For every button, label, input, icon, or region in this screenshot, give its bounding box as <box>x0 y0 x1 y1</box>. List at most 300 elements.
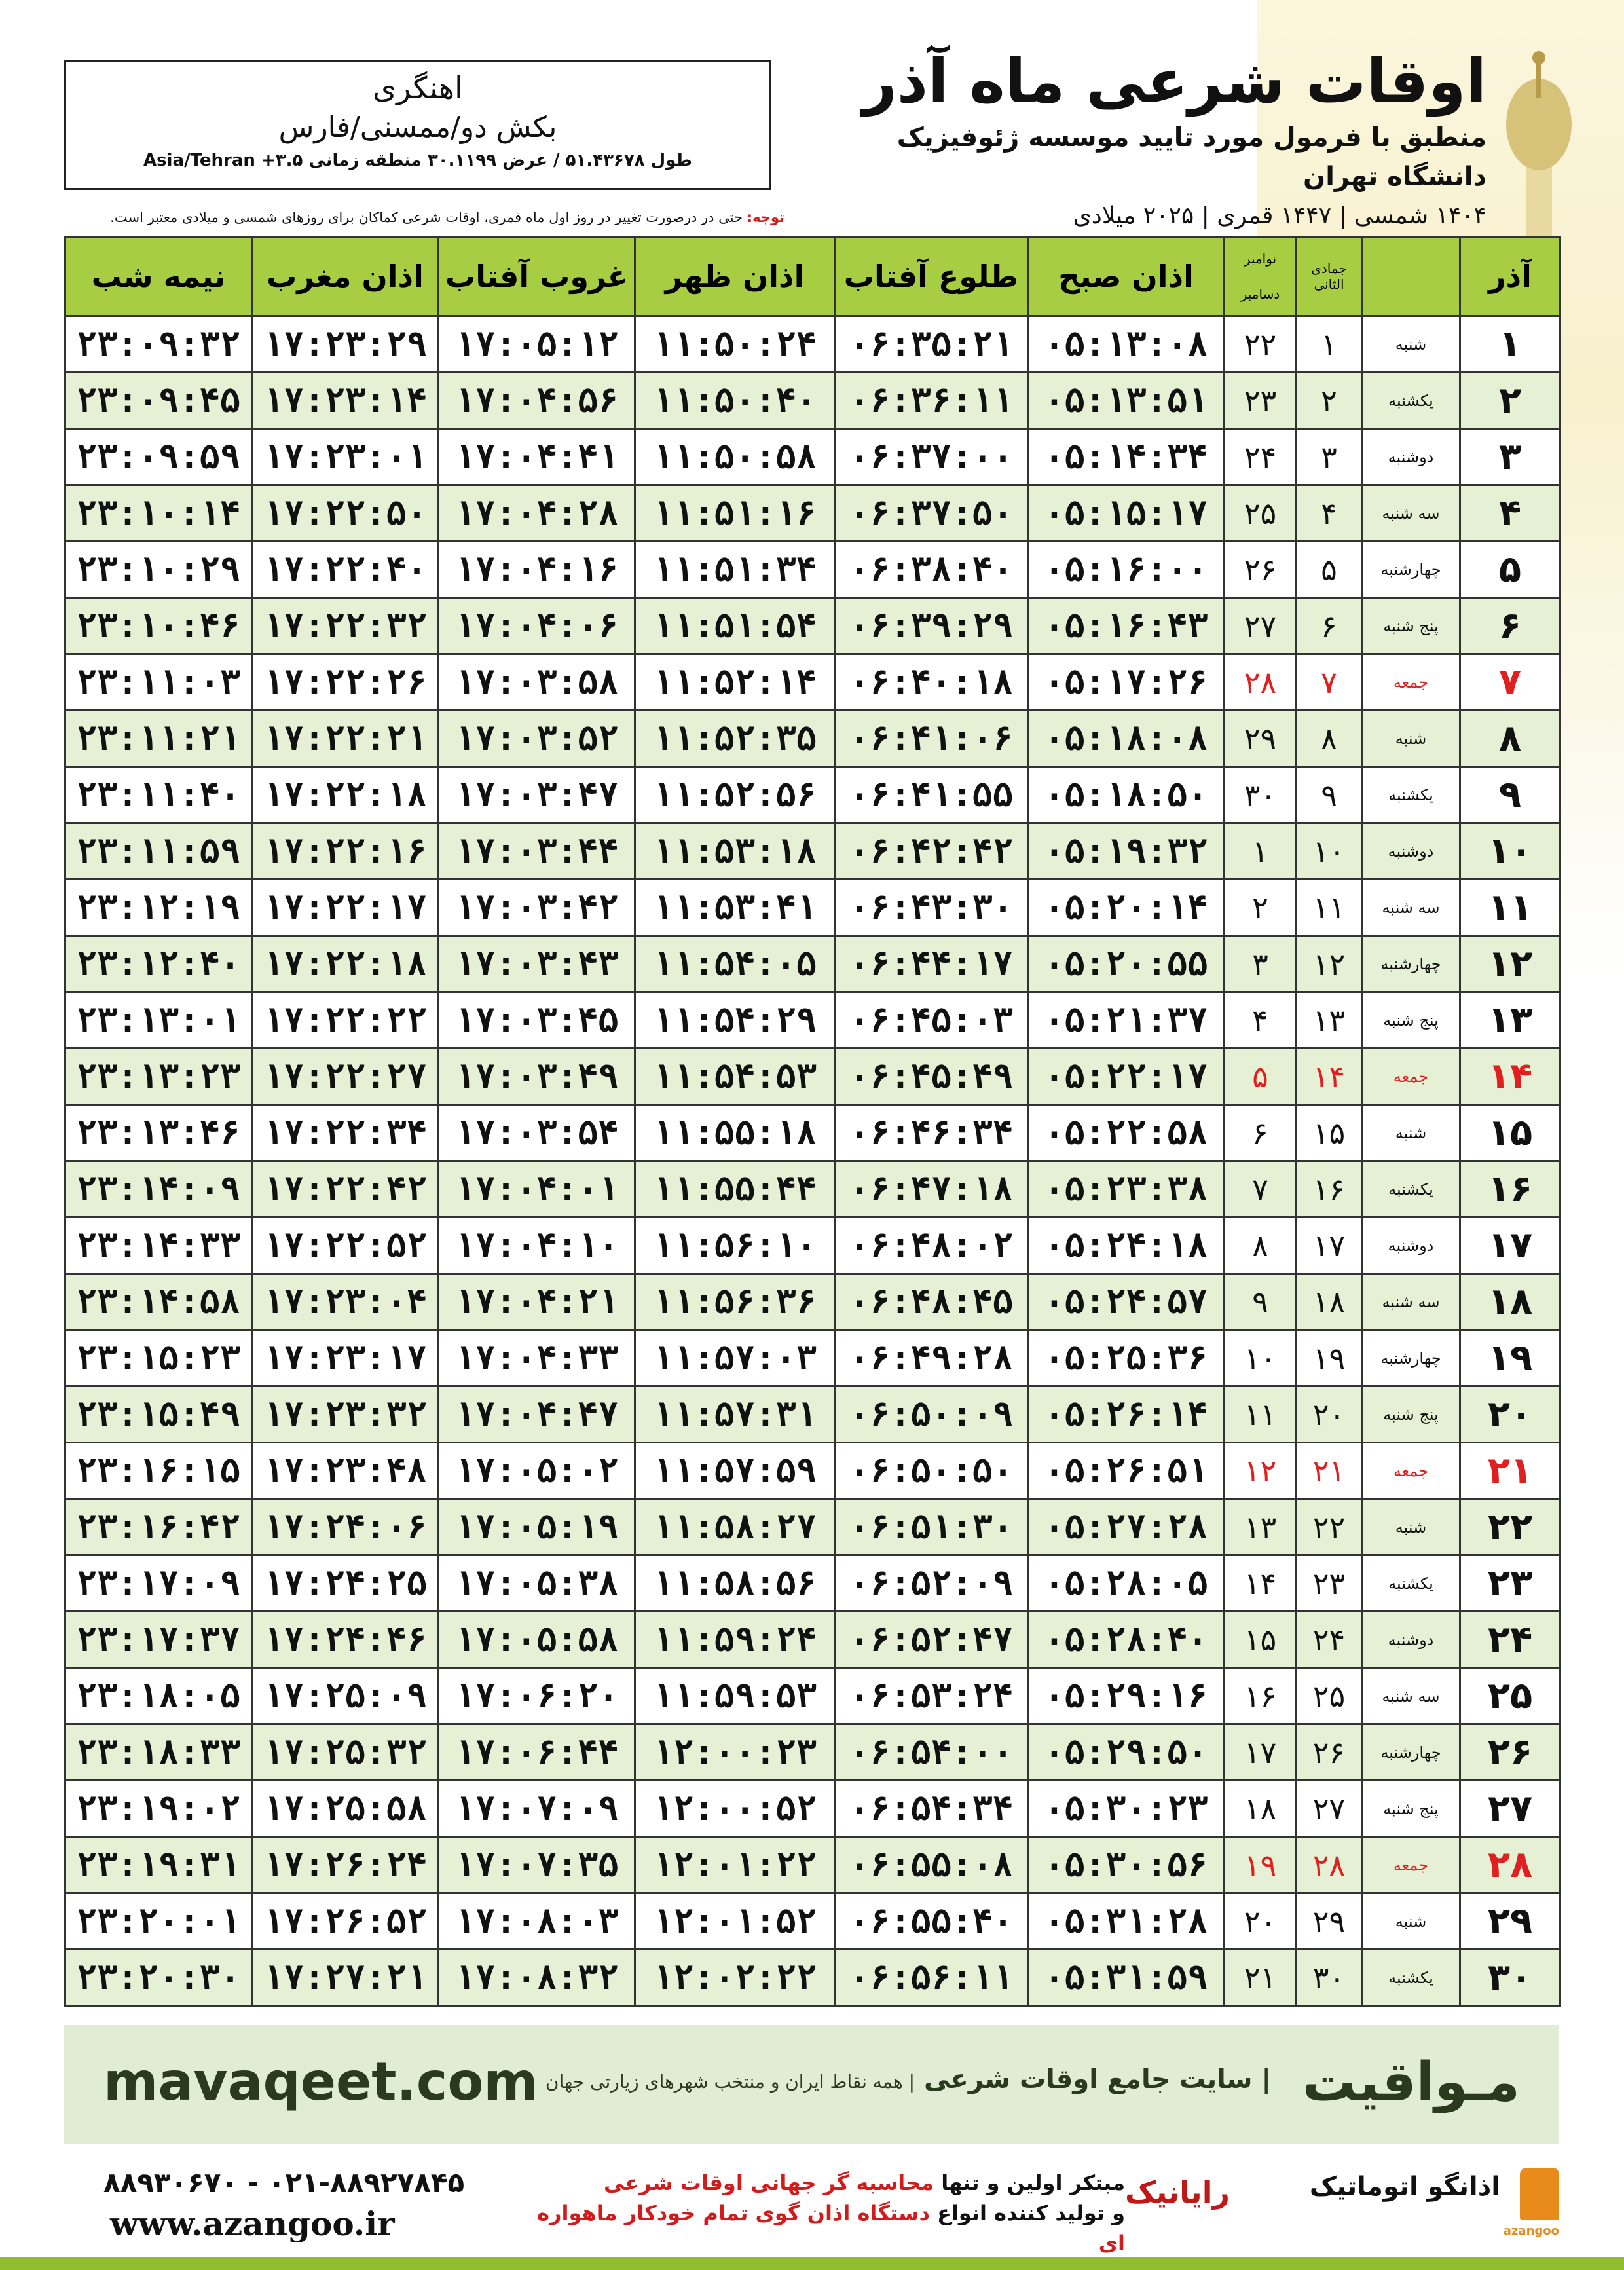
maghrib-cell: ۱۷:۲۲:۱۸ <box>252 767 439 823</box>
azar-day-cell: ۲۹ <box>1460 1893 1560 1950</box>
gregorian-day-cell: ۲۶ <box>1225 542 1297 598</box>
azar-day-cell: ۱۹ <box>1460 1330 1560 1386</box>
fajr-cell: ۰۵:۱۶:۴۳ <box>1028 598 1225 654</box>
table-row <box>65 1555 1560 1612</box>
hijri-day-cell: ۲ <box>1297 373 1362 429</box>
sunrise-cell: ۰۶:۳۷:۰۰ <box>835 429 1028 485</box>
hijri-day-cell: ۱ <box>1297 316 1362 373</box>
fajr-cell: ۰۵:۱۹:۳۲ <box>1028 823 1225 880</box>
dhuhr-cell: ۱۱:۵۲:۵۶ <box>635 767 835 823</box>
dhuhr-cell: ۱۱:۵۴:۵۳ <box>635 1049 835 1105</box>
weekday-cell: جمعه <box>1362 1443 1460 1499</box>
note-text: حتی در درصورت تغییر در روز اول ماه قمری، اوقات شرعی کماکان برای روزهای شمسی و میلادی معتبر است. <box>110 210 743 225</box>
sunset-cell: ۱۷:۰۵:۳۸ <box>439 1555 635 1612</box>
dhuhr-cell: ۱۱:۵۹:۲۴ <box>635 1612 835 1668</box>
table-row <box>65 654 1560 711</box>
header-december: دسامبر <box>1240 286 1280 302</box>
weekday-cell: دوشنبه <box>1362 1612 1460 1668</box>
table-header-row <box>65 237 1560 316</box>
midnight-cell: ۲۳:۱۵:۴۹ <box>65 1386 252 1443</box>
hijri-day-cell: ۳۰ <box>1297 1950 1362 2006</box>
fajr-cell: ۰۵:۱۸:۵۰ <box>1028 767 1225 823</box>
table-row <box>65 485 1560 542</box>
fajr-cell: ۰۵:۲۲:۵۸ <box>1028 1105 1225 1161</box>
midnight-cell: ۲۳:۲۰:۰۱ <box>65 1893 252 1950</box>
dhuhr-cell: ۱۱:۵۴:۲۹ <box>635 992 835 1049</box>
sunset-cell: ۱۷:۰۴:۴۷ <box>439 1386 635 1443</box>
sunrise-cell: ۰۶:۴۵:۴۹ <box>835 1049 1028 1105</box>
sunrise-cell: ۰۶:۵۰:۵۰ <box>835 1443 1028 1499</box>
hijri-day-cell: ۲۰ <box>1297 1386 1362 1443</box>
gregorian-day-cell: ۲۴ <box>1225 429 1297 485</box>
fajr-cell: ۰۵:۲۹:۵۰ <box>1028 1724 1225 1781</box>
dhuhr-cell: ۱۱:۵۷:۳۱ <box>635 1386 835 1443</box>
sunset-cell: ۱۷:۰۵:۱۲ <box>439 316 635 373</box>
note <box>64 210 784 225</box>
sunset-cell: ۱۷:۰۳:۵۸ <box>439 654 635 711</box>
sunset-cell: ۱۷:۰۶:۴۴ <box>439 1724 635 1781</box>
footer-text <box>536 2168 1125 2258</box>
azar-day-cell: ۲۸ <box>1460 1837 1560 1893</box>
slogan-sub: | همه نقاط ایران و منتخب شهرهای زیارتی جهان <box>545 2071 915 2093</box>
weekday-cell: سه شنبه <box>1362 1668 1460 1724</box>
sunrise-cell: ۰۶:۵۵:۴۰ <box>835 1893 1028 1950</box>
header-november: نوامبر <box>1244 251 1277 267</box>
hijri-day-cell: ۲۱ <box>1297 1443 1362 1499</box>
weekday-cell: پنج شنبه <box>1362 1386 1460 1443</box>
dhuhr-cell: ۱۱:۵۳:۱۸ <box>635 823 835 880</box>
location-box <box>64 60 771 190</box>
weekday-cell: شنبه <box>1362 1105 1460 1161</box>
header-sunrise: طلوع آفتاب <box>835 237 1028 316</box>
gregorian-day-cell: ۱ <box>1225 823 1297 880</box>
gregorian-day-cell: ۱۳ <box>1225 1499 1297 1555</box>
footer-line1b: محاسبه گر جهانی اوقات شرعی <box>604 2170 934 2195</box>
gregorian-day-cell: ۲۷ <box>1225 598 1297 654</box>
table-row <box>65 1612 1560 1668</box>
sunset-cell: ۱۷:۰۶:۲۰ <box>439 1668 635 1724</box>
weekday-cell: شنبه <box>1362 1499 1460 1555</box>
fajr-cell: ۰۵:۱۸:۰۸ <box>1028 711 1225 767</box>
gregorian-day-cell: ۳ <box>1225 936 1297 992</box>
azar-day-cell: ۲۳ <box>1460 1555 1560 1612</box>
slogan-main: | سایت جامع اوقات شرعی <box>924 2064 1271 2094</box>
maghrib-cell: ۱۷:۲۴:۰۶ <box>252 1499 439 1555</box>
hijri-day-cell: ۱۶ <box>1297 1161 1362 1218</box>
hijri-day-cell: ۲۶ <box>1297 1724 1362 1781</box>
midnight-cell: ۲۳:۱۱:۰۳ <box>65 654 252 711</box>
header-dhuhr: اذان ظهر <box>635 237 835 316</box>
gregorian-day-cell: ۲ <box>1225 880 1297 936</box>
weekday-cell: پنج شنبه <box>1362 1781 1460 1837</box>
sunrise-cell: ۰۶:۴۲:۴۲ <box>835 823 1028 880</box>
azangoo-logo-icon <box>1520 2168 1559 2220</box>
years-line: ۱۴۰۴ شمسی | ۱۴۴۷ قمری | ۲۰۲۵ میلادی <box>1073 202 1486 229</box>
maghrib-cell: ۱۷:۲۳:۴۸ <box>252 1443 439 1499</box>
midnight-cell: ۲۳:۱۰:۱۴ <box>65 485 252 542</box>
header-azar: آذر <box>1460 237 1560 316</box>
city-name: اهنگری <box>373 70 463 105</box>
sunset-cell: ۱۷:۰۴:۰۱ <box>439 1161 635 1218</box>
hijri-day-cell: ۱۸ <box>1297 1274 1362 1330</box>
gregorian-day-cell: ۱۰ <box>1225 1330 1297 1386</box>
table-row <box>65 1218 1560 1274</box>
sunset-cell: ۱۷:۰۳:۴۴ <box>439 823 635 880</box>
midnight-cell: ۲۳:۱۶:۴۲ <box>65 1499 252 1555</box>
sunset-cell: ۱۷:۰۸:۰۳ <box>439 1893 635 1950</box>
sunrise-cell: ۰۶:۴۸:۰۲ <box>835 1218 1028 1274</box>
table-row <box>65 1893 1560 1950</box>
sunrise-cell: ۰۶:۳۶:۱۱ <box>835 373 1028 429</box>
sunrise-cell: ۰۶:۴۳:۳۰ <box>835 880 1028 936</box>
maghrib-cell: ۱۷:۲۲:۵۰ <box>252 485 439 542</box>
table-row <box>65 767 1560 823</box>
hijri-day-cell: ۲۹ <box>1297 1893 1362 1950</box>
sunrise-cell: ۰۶:۵۵:۰۸ <box>835 1837 1028 1893</box>
azar-day-cell: ۱۳ <box>1460 992 1560 1049</box>
fajr-cell: ۰۵:۲۵:۳۶ <box>1028 1330 1225 1386</box>
weekday-cell: جمعه <box>1362 654 1460 711</box>
gregorian-day-cell: ۱۵ <box>1225 1612 1297 1668</box>
maghrib-cell: ۱۷:۲۲:۳۲ <box>252 598 439 654</box>
hijri-day-cell: ۳ <box>1297 429 1362 485</box>
sunrise-cell: ۰۶:۴۵:۰۳ <box>835 992 1028 1049</box>
sunrise-cell: ۰۶:۳۷:۵۰ <box>835 485 1028 542</box>
azangoo-logo: اذانگو اتوماتیک <box>1309 2172 1500 2202</box>
maghrib-cell: ۱۷:۲۲:۵۲ <box>252 1218 439 1274</box>
table-row <box>65 1443 1560 1499</box>
dhuhr-cell: ۱۱:۵۲:۳۵ <box>635 711 835 767</box>
dhuhr-cell: ۱۱:۵۸:۲۷ <box>635 1499 835 1555</box>
header-maghrib: اذان مغرب <box>252 237 439 316</box>
gregorian-day-cell: ۱۴ <box>1225 1555 1297 1612</box>
fajr-cell: ۰۵:۲۳:۳۸ <box>1028 1161 1225 1218</box>
header-gregorian <box>1225 237 1297 316</box>
header-fajr: اذان صبح <box>1028 237 1225 316</box>
gregorian-day-cell: ۱۲ <box>1225 1443 1297 1499</box>
azar-day-cell: ۲۱ <box>1460 1443 1560 1499</box>
azar-day-cell: ۳ <box>1460 429 1560 485</box>
sunrise-cell: ۰۶:۳۹:۲۹ <box>835 598 1028 654</box>
table-row <box>65 1668 1560 1724</box>
maghrib-cell: ۱۷:۲۳:۰۴ <box>252 1274 439 1330</box>
sunrise-cell: ۰۶:۴۱:۰۶ <box>835 711 1028 767</box>
rayanik-logo: رایانیک <box>1125 2174 1230 2210</box>
gregorian-day-cell: ۲۲ <box>1225 316 1297 373</box>
fajr-cell: ۰۵:۱۴:۳۴ <box>1028 429 1225 485</box>
weekday-cell: دوشنبه <box>1362 823 1460 880</box>
maghrib-cell: ۱۷:۲۲:۱۷ <box>252 880 439 936</box>
fajr-cell: ۰۵:۳۰:۵۶ <box>1028 1837 1225 1893</box>
fajr-cell: ۰۵:۲۹:۱۶ <box>1028 1668 1225 1724</box>
sunrise-cell: ۰۶:۴۷:۱۸ <box>835 1161 1028 1218</box>
table-row <box>65 1330 1560 1386</box>
maghrib-cell: ۱۷:۲۲:۲۲ <box>252 992 439 1049</box>
dhuhr-cell: ۱۲:۰۱:۲۲ <box>635 1837 835 1893</box>
dhuhr-cell: ۱۱:۵۷:۵۹ <box>635 1443 835 1499</box>
gregorian-day-cell: ۵ <box>1225 1049 1297 1105</box>
dhuhr-cell: ۱۱:۵۳:۴۱ <box>635 880 835 936</box>
dhuhr-cell: ۱۱:۵۶:۱۰ <box>635 1218 835 1274</box>
sunrise-cell: ۰۶:۵۴:۳۴ <box>835 1781 1028 1837</box>
dhuhr-cell: ۱۱:۵۱:۵۴ <box>635 598 835 654</box>
hijri-day-cell: ۹ <box>1297 767 1362 823</box>
fajr-cell: ۰۵:۱۷:۲۶ <box>1028 654 1225 711</box>
gregorian-day-cell: ۹ <box>1225 1274 1297 1330</box>
maghrib-cell: ۱۷:۲۴:۴۶ <box>252 1612 439 1668</box>
azar-day-cell: ۱۰ <box>1460 823 1560 880</box>
weekday-cell: سه شنبه <box>1362 880 1460 936</box>
weekday-cell: چهارشنبه <box>1362 542 1460 598</box>
weekday-cell: شنبه <box>1362 316 1460 373</box>
hijri-day-cell: ۱۴ <box>1297 1049 1362 1105</box>
sunrise-cell: ۰۶:۵۱:۳۰ <box>835 1499 1028 1555</box>
brand-logo: مـواقیت <box>1302 2051 1520 2113</box>
header-midnight: نیمه شب <box>65 237 252 316</box>
maghrib-cell: ۱۷:۲۳:۱۴ <box>252 373 439 429</box>
sunrise-cell: ۰۶:۴۴:۱۷ <box>835 936 1028 992</box>
gregorian-day-cell: ۶ <box>1225 1105 1297 1161</box>
weekday-cell: چهارشنبه <box>1362 1330 1460 1386</box>
hijri-day-cell: ۱۲ <box>1297 936 1362 992</box>
table-row <box>65 936 1560 992</box>
fajr-cell: ۰۵:۲۰:۵۵ <box>1028 936 1225 992</box>
maghrib-cell: ۱۷:۲۵:۰۹ <box>252 1668 439 1724</box>
azar-day-cell: ۶ <box>1460 598 1560 654</box>
fajr-cell: ۰۵:۲۴:۵۷ <box>1028 1274 1225 1330</box>
gregorian-day-cell: ۲۰ <box>1225 1893 1297 1950</box>
midnight-cell: ۲۳:۰۹:۳۲ <box>65 316 252 373</box>
fajr-cell: ۰۵:۲۰:۱۴ <box>1028 880 1225 936</box>
midnight-cell: ۲۳:۱۳:۰۱ <box>65 992 252 1049</box>
azar-day-cell: ۲۴ <box>1460 1612 1560 1668</box>
midnight-cell: ۲۳:۱۴:۵۸ <box>65 1274 252 1330</box>
table-row <box>65 542 1560 598</box>
table-row <box>65 1105 1560 1161</box>
midnight-cell: ۲۳:۱۱:۵۹ <box>65 823 252 880</box>
azar-day-cell: ۷ <box>1460 654 1560 711</box>
midnight-cell: ۲۳:۱۳:۲۳ <box>65 1049 252 1105</box>
table-row <box>65 1950 1560 2006</box>
gregorian-day-cell: ۷ <box>1225 1161 1297 1218</box>
fajr-cell: ۰۵:۱۵:۱۷ <box>1028 485 1225 542</box>
hijri-day-cell: ۱۱ <box>1297 880 1362 936</box>
weekday-cell: یکشنبه <box>1362 1555 1460 1612</box>
gregorian-day-cell: ۸ <box>1225 1218 1297 1274</box>
banner <box>64 2025 1559 2144</box>
sunset-cell: ۱۷:۰۴:۴۱ <box>439 429 635 485</box>
header-hijri: جمادی الثانی <box>1297 237 1362 316</box>
fajr-cell: ۰۵:۲۸:۴۰ <box>1028 1612 1225 1668</box>
fajr-cell: ۰۵:۳۰:۲۳ <box>1028 1781 1225 1837</box>
azar-day-cell: ۱ <box>1460 316 1560 373</box>
midnight-cell: ۲۳:۱۲:۴۰ <box>65 936 252 992</box>
dhuhr-cell: ۱۱:۵۰:۴۰ <box>635 373 835 429</box>
midnight-cell: ۲۳:۱۲:۱۹ <box>65 880 252 936</box>
gregorian-day-cell: ۱۹ <box>1225 1837 1297 1893</box>
midnight-cell: ۲۳:۱۹:۰۲ <box>65 1781 252 1837</box>
footer-line2b: دستگاه اذان گوی تمام خودکار ماهواره ای <box>537 2201 1125 2256</box>
weekday-cell: شنبه <box>1362 711 1460 767</box>
midnight-cell: ۲۳:۰۹:۵۹ <box>65 429 252 485</box>
page-subtitle: منطبق با فرمول مورد تایید موسسه ژئوفیزیک دانشگاه تهران <box>896 122 1486 192</box>
dhuhr-cell: ۱۲:۰۲:۲۲ <box>635 1950 835 2006</box>
sunset-cell: ۱۷:۰۵:۵۸ <box>439 1612 635 1668</box>
sunset-cell: ۱۷:۰۳:۵۲ <box>439 711 635 767</box>
bottom-bar <box>0 2257 1624 2270</box>
hijri-day-cell: ۵ <box>1297 542 1362 598</box>
midnight-cell: ۲۳:۱۷:۰۹ <box>65 1555 252 1612</box>
table-row <box>65 1274 1560 1330</box>
dhuhr-cell: ۱۱:۵۰:۵۸ <box>635 429 835 485</box>
azar-day-cell: ۲ <box>1460 373 1560 429</box>
sunset-cell: ۱۷:۰۴:۵۶ <box>439 373 635 429</box>
gregorian-day-cell: ۲۵ <box>1225 485 1297 542</box>
fajr-cell: ۰۵:۲۲:۱۷ <box>1028 1049 1225 1105</box>
azar-day-cell: ۱۴ <box>1460 1049 1560 1105</box>
maghrib-cell: ۱۷:۲۲:۴۰ <box>252 542 439 598</box>
gregorian-day-cell: ۴ <box>1225 992 1297 1049</box>
hijri-day-cell: ۲۳ <box>1297 1555 1362 1612</box>
hijri-day-cell: ۲۵ <box>1297 1668 1362 1724</box>
weekday-cell: سه شنبه <box>1362 485 1460 542</box>
weekday-cell: سه شنبه <box>1362 1274 1460 1330</box>
fajr-cell: ۰۵:۲۱:۳۷ <box>1028 992 1225 1049</box>
hijri-day-cell: ۷ <box>1297 654 1362 711</box>
hijri-day-cell: ۲۷ <box>1297 1781 1362 1837</box>
fajr-cell: ۰۵:۲۶:۵۱ <box>1028 1443 1225 1499</box>
weekday-cell: یکشنبه <box>1362 1950 1460 2006</box>
fajr-cell: ۰۵:۳۱:۲۸ <box>1028 1893 1225 1950</box>
table-row <box>65 598 1560 654</box>
midnight-cell: ۲۳:۱۰:۲۹ <box>65 542 252 598</box>
note-label: توجه: <box>747 210 784 225</box>
weekday-cell: پنج شنبه <box>1362 598 1460 654</box>
table-row <box>65 1161 1560 1218</box>
page-title: اوقات شرعی ماه آذر <box>862 47 1486 117</box>
table-row <box>65 316 1560 373</box>
fajr-cell: ۰۵:۱۶:۰۰ <box>1028 542 1225 598</box>
midnight-cell: ۲۳:۱۹:۳۱ <box>65 1837 252 1893</box>
maghrib-cell: ۱۷:۲۲:۱۸ <box>252 936 439 992</box>
hijri-day-cell: ۱۰ <box>1297 823 1362 880</box>
midnight-cell: ۲۳:۱۷:۳۷ <box>65 1612 252 1668</box>
sunset-cell: ۱۷:۰۴:۰۶ <box>439 598 635 654</box>
sunrise-cell: ۰۶:۵۲:۰۹ <box>835 1555 1028 1612</box>
dhuhr-cell: ۱۱:۵۵:۱۸ <box>635 1105 835 1161</box>
midnight-cell: ۲۳:۰۹:۴۵ <box>65 373 252 429</box>
weekday-cell: یکشنبه <box>1362 1161 1460 1218</box>
maghrib-cell: ۱۷:۲۵:۵۸ <box>252 1781 439 1837</box>
sunset-cell: ۱۷:۰۵:۱۹ <box>439 1499 635 1555</box>
azar-day-cell: ۲۶ <box>1460 1724 1560 1781</box>
fajr-cell: ۰۵:۲۶:۱۴ <box>1028 1386 1225 1443</box>
weekday-cell: پنج شنبه <box>1362 992 1460 1049</box>
hijri-day-cell: ۲۲ <box>1297 1499 1362 1555</box>
azar-day-cell: ۵ <box>1460 542 1560 598</box>
table-row <box>65 373 1560 429</box>
sunrise-cell: ۰۶:۵۰:۰۹ <box>835 1386 1028 1443</box>
gregorian-day-cell: ۱۷ <box>1225 1724 1297 1781</box>
hijri-day-cell: ۸ <box>1297 711 1362 767</box>
azar-day-cell: ۱۲ <box>1460 936 1560 992</box>
maghrib-cell: ۱۷:۲۳:۲۹ <box>252 316 439 373</box>
table-row <box>65 711 1560 767</box>
sunset-cell: ۱۷:۰۳:۴۷ <box>439 767 635 823</box>
sunrise-cell: ۰۶:۵۶:۱۱ <box>835 1950 1028 2006</box>
sunrise-cell: ۰۶:۴۹:۲۸ <box>835 1330 1028 1386</box>
dhuhr-cell: ۱۲:۰۱:۵۲ <box>635 1893 835 1950</box>
hijri-day-cell: ۱۷ <box>1297 1218 1362 1274</box>
header-sunset: غروب آفتاب <box>439 237 635 316</box>
gregorian-day-cell: ۱۸ <box>1225 1781 1297 1837</box>
sunset-cell: ۱۷:۰۴:۲۸ <box>439 485 635 542</box>
weekday-cell: دوشنبه <box>1362 1218 1460 1274</box>
maghrib-cell: ۱۷:۲۲:۴۲ <box>252 1161 439 1218</box>
azar-day-cell: ۳۰ <box>1460 1950 1560 2006</box>
midnight-cell: ۲۳:۱۴:۰۹ <box>65 1161 252 1218</box>
dhuhr-cell: ۱۱:۵۸:۵۶ <box>635 1555 835 1612</box>
sunrise-cell: ۰۶:۳۸:۴۰ <box>835 542 1028 598</box>
maghrib-cell: ۱۷:۲۲:۳۴ <box>252 1105 439 1161</box>
azar-day-cell: ۲۵ <box>1460 1668 1560 1724</box>
midnight-cell: ۲۳:۱۶:۱۵ <box>65 1443 252 1499</box>
table-row <box>65 823 1560 880</box>
weekday-cell: شنبه <box>1362 1893 1460 1950</box>
dhuhr-cell: ۱۱:۵۹:۵۳ <box>635 1668 835 1724</box>
dhuhr-cell: ۱۱:۵۰:۲۴ <box>635 316 835 373</box>
footer <box>64 2161 1559 2256</box>
sunset-cell: ۱۷:۰۸:۳۲ <box>439 1950 635 2006</box>
table-row <box>65 1781 1560 1837</box>
sunset-cell: ۱۷:۰۴:۱۰ <box>439 1218 635 1274</box>
sunset-cell: ۱۷:۰۷:۰۹ <box>439 1781 635 1837</box>
weekday-cell: چهارشنبه <box>1362 1724 1460 1781</box>
header-weekday <box>1362 237 1460 316</box>
azar-day-cell: ۲۰ <box>1460 1386 1560 1443</box>
gregorian-day-cell: ۱۱ <box>1225 1386 1297 1443</box>
midnight-cell: ۲۳:۱۸:۳۳ <box>65 1724 252 1781</box>
weekday-cell: چهارشنبه <box>1362 936 1460 992</box>
region-name: بکش دو/ممسنی/فارس <box>278 111 557 144</box>
azar-day-cell: ۹ <box>1460 767 1560 823</box>
maghrib-cell: ۱۷:۲۳:۱۷ <box>252 1330 439 1386</box>
table-row <box>65 1837 1560 1893</box>
footer-website[interactable]: www.azangoo.ir <box>110 2205 395 2243</box>
table-row <box>65 880 1560 936</box>
maghrib-cell: ۱۷:۲۷:۲۱ <box>252 1950 439 2006</box>
maghrib-cell: ۱۷:۲۳:۳۲ <box>252 1386 439 1443</box>
sunrise-cell: ۰۶:۵۳:۲۴ <box>835 1668 1028 1724</box>
hijri-day-cell: ۱۳ <box>1297 992 1362 1049</box>
site-url[interactable]: mavaqeet.com <box>103 2051 538 2112</box>
weekday-cell: جمعه <box>1362 1049 1460 1105</box>
dhuhr-cell: ۱۱:۵۵:۴۴ <box>635 1161 835 1218</box>
sunrise-cell: ۰۶:۴۱:۵۵ <box>835 767 1028 823</box>
midnight-cell: ۲۳:۲۰:۳۰ <box>65 1950 252 2006</box>
maghrib-cell: ۱۷:۲۶:۵۲ <box>252 1893 439 1950</box>
footer-line2a: و تولید کننده انواع <box>937 2201 1125 2225</box>
sunrise-cell: ۰۶:۵۲:۴۷ <box>835 1612 1028 1668</box>
gregorian-day-cell: ۲۹ <box>1225 711 1297 767</box>
sunrise-cell: ۰۶:۴۶:۳۴ <box>835 1105 1028 1161</box>
midnight-cell: ۲۳:۱۳:۴۶ <box>65 1105 252 1161</box>
dhuhr-cell: ۱۱:۵۴:۰۵ <box>635 936 835 992</box>
sunset-cell: ۱۷:۰۷:۳۵ <box>439 1837 635 1893</box>
phone-numbers: ۰۲۱-۸۸۹۲۷۸۴۵ - ۸۸۹۳۰۶۷۰ <box>103 2167 465 2199</box>
maghrib-cell: ۱۷:۲۲:۲۱ <box>252 711 439 767</box>
azar-day-cell: ۱۶ <box>1460 1161 1560 1218</box>
